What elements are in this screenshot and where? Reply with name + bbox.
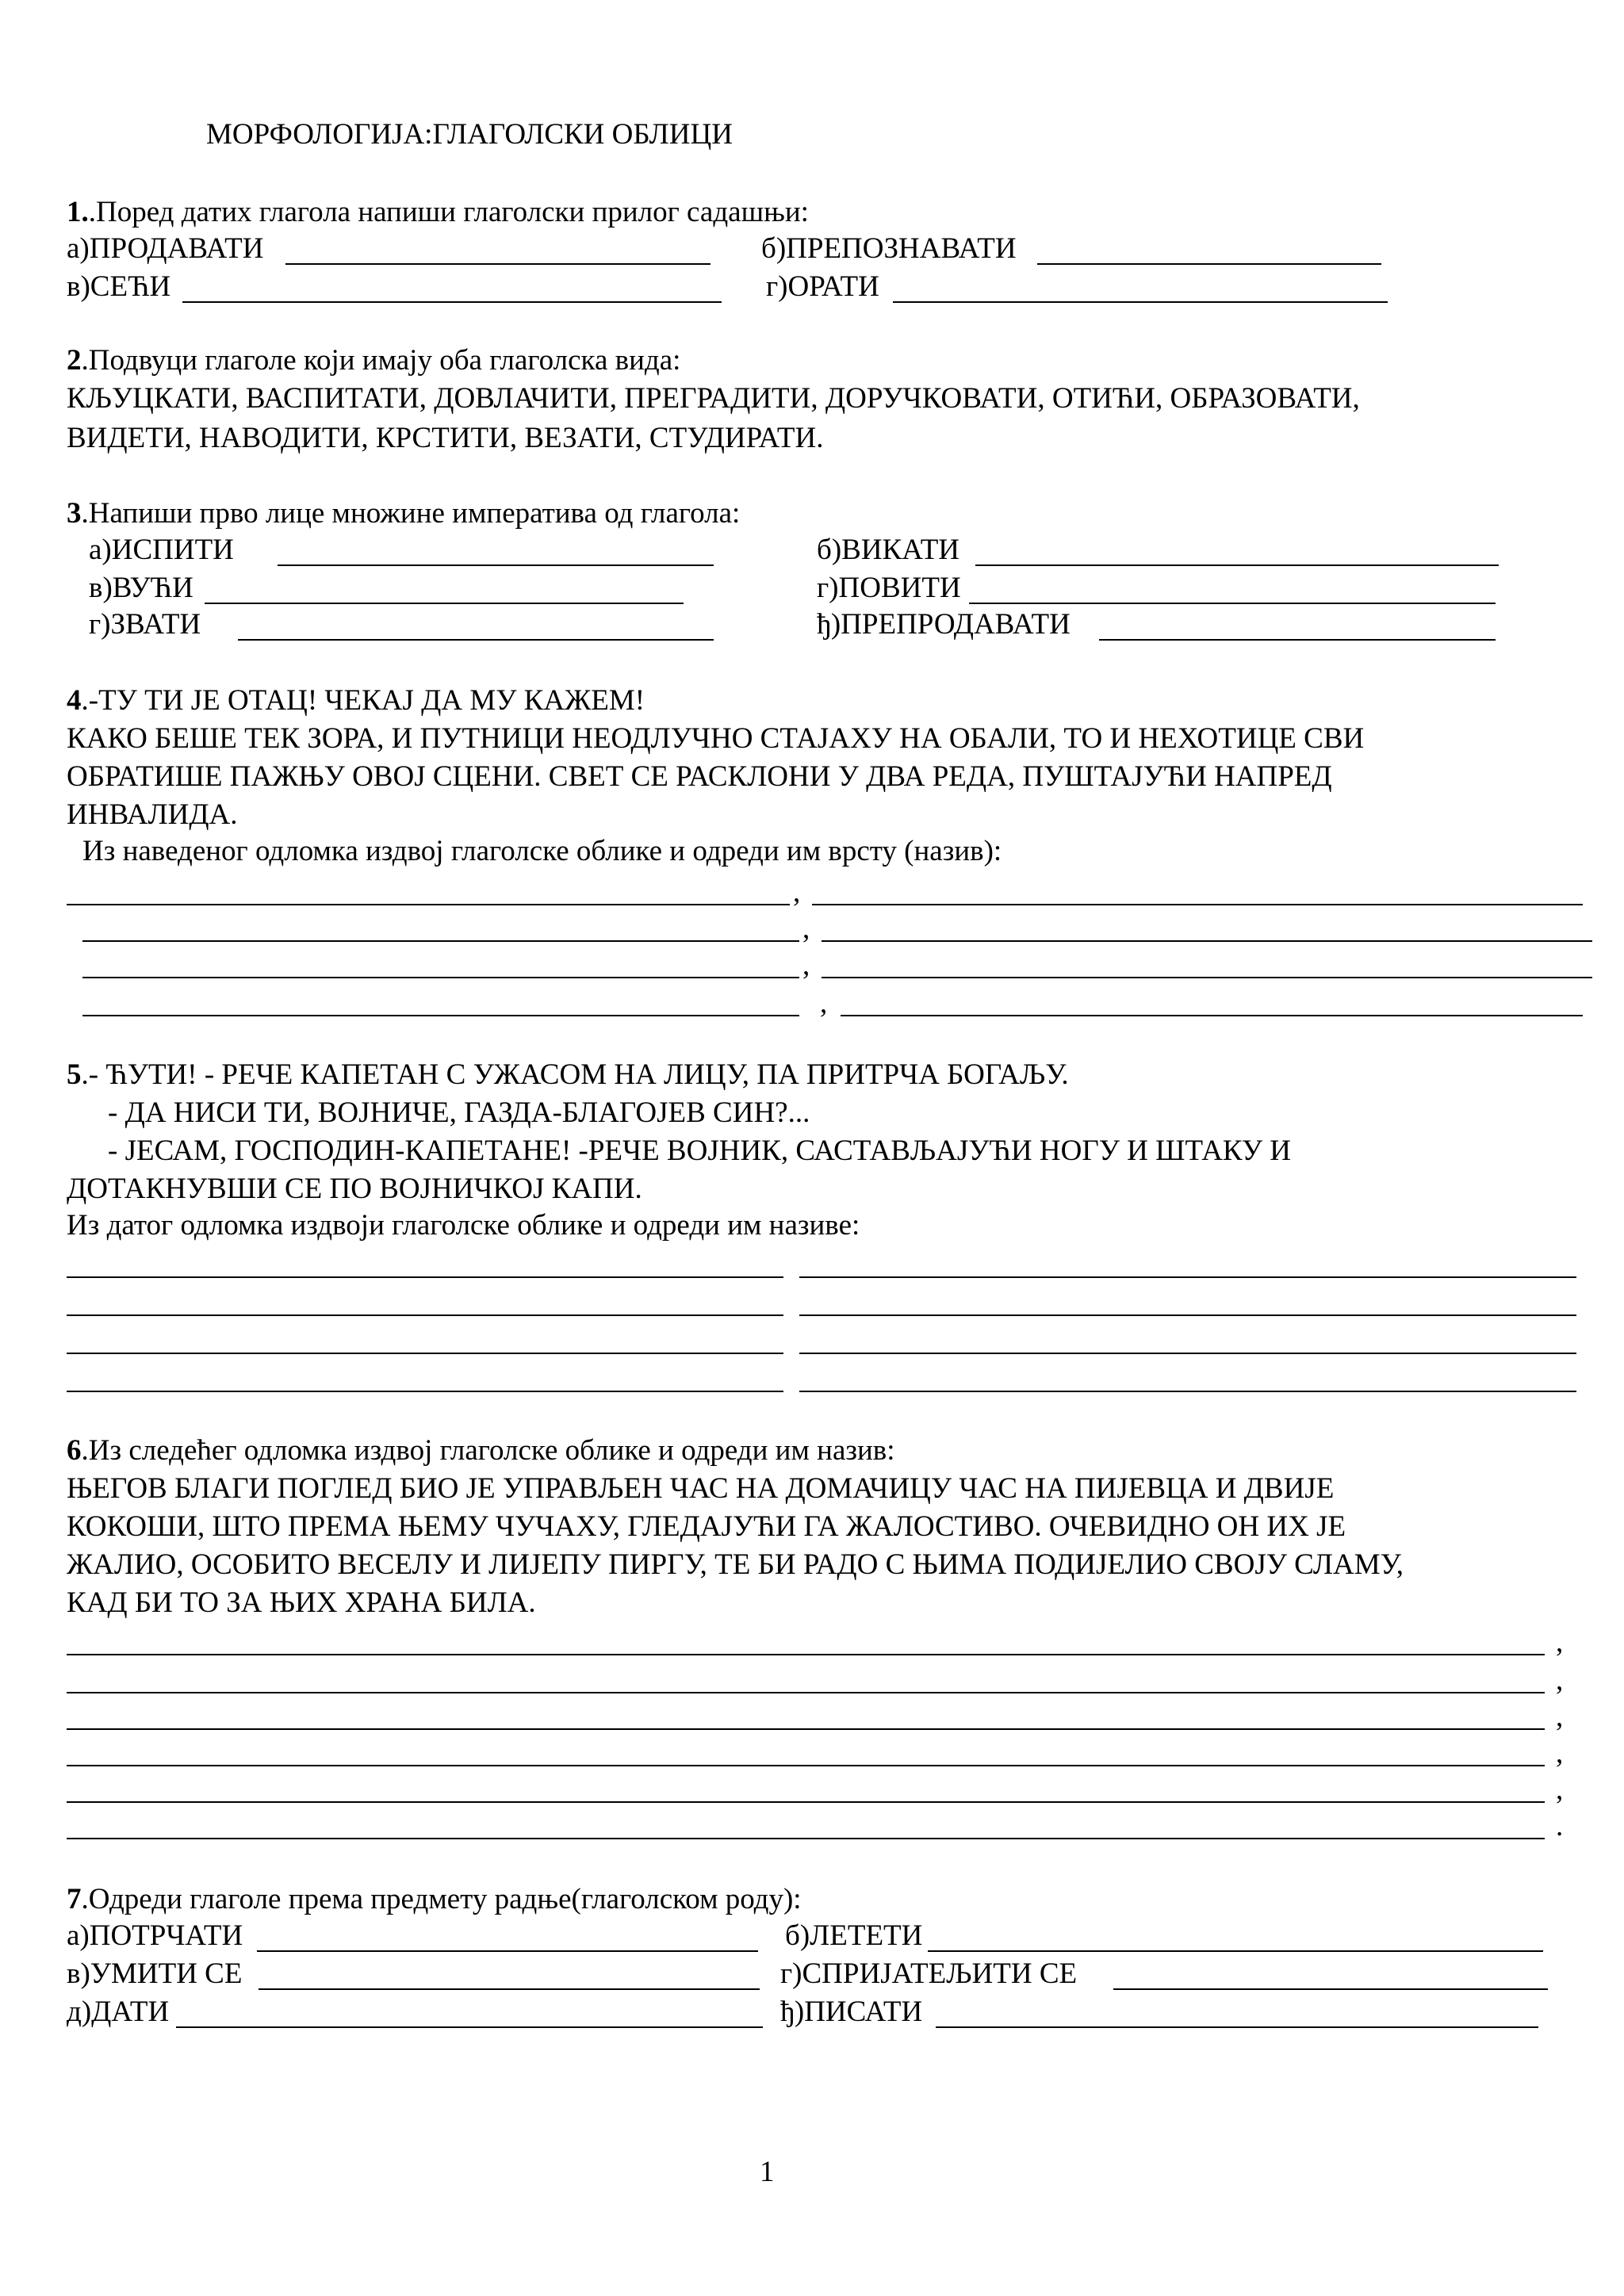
q4-instruction: Из наведеног одломка издвој глаголске облике и одреди им врсту (назив): xyxy=(82,835,1002,867)
q6-passage-line-4: КАД БИ ТО ЗА ЊИХ ХРАНА БИЛА. xyxy=(67,1586,536,1619)
q3-answer-line-c[interactable] xyxy=(205,603,684,604)
q1-answer-line-d[interactable] xyxy=(893,301,1388,303)
q7-answer-line-e[interactable] xyxy=(176,2026,763,2028)
q5-passage-line-1 xyxy=(67,1058,1069,1093)
q2-heading xyxy=(67,343,680,378)
q6-answer-line-5[interactable] xyxy=(67,1801,1545,1803)
q5-passage-line-4: ДОТАКНУВШИ СЕ ПО ВОЈНИЧКОЈ КАПИ. xyxy=(67,1173,642,1205)
q7-answer-line-c[interactable] xyxy=(259,1988,760,1990)
q1-heading xyxy=(67,195,809,230)
q4-answer-line-1b[interactable] xyxy=(812,904,1583,905)
q6-answer-line-6[interactable] xyxy=(67,1838,1545,1839)
q3-item-a: а)ИСПИТИ xyxy=(89,534,234,566)
q4-answer-line-3b[interactable] xyxy=(822,977,1592,978)
q6-passage-line-2: КОКОШИ, ШТО ПРЕМА ЊЕМУ ЧУЧАХУ, ГЛЕДАЈУЋИ ГА ЖАЛОСТИВО. ОЧЕВИДНО ОН ИХ ЈЕ xyxy=(67,1510,1346,1543)
q3-answer-line-a[interactable] xyxy=(278,564,714,566)
q4-answer-line-2b[interactable] xyxy=(822,940,1592,942)
q5-answer-line-2a[interactable] xyxy=(67,1314,783,1316)
q1-instruction: .Поред датих глагола напиши глаголски прилог садашњи: xyxy=(88,196,809,228)
q3-answer-line-d[interactable] xyxy=(969,603,1496,604)
q5-answer-line-4a[interactable] xyxy=(67,1391,783,1392)
q1-answer-line-b[interactable] xyxy=(1037,263,1381,265)
q3-answer-line-b[interactable] xyxy=(975,564,1499,566)
q5-passage-line-3: - ЈЕСАМ, ГОСПОДИН-КАПЕТАНЕ! -РЕЧЕ ВОЈНИК, САСТАВЉАЈУЋИ НОГУ И ШТАКУ И xyxy=(108,1135,1292,1167)
q6-number: 6 xyxy=(67,1434,82,1467)
q4-answer-line-2a[interactable] xyxy=(82,940,799,942)
q6-line-end-3: , xyxy=(1556,1701,1564,1733)
q5-instruction: Из датог одломка издвоји глаголске облике и одреди им називе: xyxy=(67,1209,860,1242)
q6-answer-line-2[interactable] xyxy=(67,1692,1545,1693)
q1-item-c: в)СЕЋИ xyxy=(67,270,171,303)
q5-answer-line-1a[interactable] xyxy=(67,1276,783,1278)
q7-heading xyxy=(67,1882,802,1917)
q4-answer-line-1a[interactable] xyxy=(67,904,790,905)
q4-sep-4: , xyxy=(820,987,828,1020)
q5-answer-line-4b[interactable] xyxy=(799,1391,1576,1392)
q6-passage-line-3: ЖАЛИО, ОСОБИТО ВЕСЕЛУ И ЛИЈЕПУ ПИРГУ, ТЕ БИ РАДО С ЊИМА ПОДИЈЕЛИО СВОЈУ СЛАМУ, xyxy=(67,1548,1404,1581)
q4-number: 4 xyxy=(67,684,82,717)
q5-passage-line-2: - ДА НИСИ ТИ, ВОЈНИЧЕ, ГАЗДА-БЛАГОЈЕВ СИН?... xyxy=(108,1096,810,1129)
q4-passage-line-4: ИНВАЛИДА. xyxy=(67,798,238,831)
q3-item-c: в)ВУЋИ xyxy=(89,572,193,604)
q6-heading xyxy=(67,1433,895,1468)
q4-answer-line-4b[interactable] xyxy=(841,1015,1583,1016)
q6-line-end-4: , xyxy=(1556,1737,1564,1770)
q3-heading xyxy=(67,496,740,531)
q2-verbs-line-2: ВИДЕТИ, НАВОДИТИ, КРСТИТИ, ВЕЗАТИ, СТУДИРАТИ. xyxy=(67,422,824,454)
q7-item-e: д)ДАТИ xyxy=(67,1996,170,2028)
q7-answer-line-d[interactable] xyxy=(1113,1988,1548,1990)
q1-item-b: б)ПРЕПОЗНАВАТИ xyxy=(761,232,1017,265)
q3-item-b: б)ВИКАТИ xyxy=(817,534,960,566)
q5-number: 5 xyxy=(67,1058,82,1091)
q3-item-f: ђ)ПРЕПРОДАВАТИ xyxy=(817,608,1071,641)
q6-line-end-2: , xyxy=(1556,1664,1564,1697)
q3-number: 3 xyxy=(67,497,82,530)
q6-passage-line-1: ЊЕГОВ БЛАГИ ПОГЛЕД БИО ЈЕ УПРАВЉЕН ЧАС НА ДОМАЧИЦУ ЧАС НА ПИЈЕВЦА И ДВИЈЕ xyxy=(67,1472,1335,1505)
q7-instruction: .Одреди глаголе према предмету радње(глаголском роду): xyxy=(81,1883,802,1915)
q4-sep-1: , xyxy=(793,876,801,909)
q4-passage-line-2: КАКО БЕШЕ ТЕК ЗОРА, И ПУТНИЦИ НЕОДЛУЧНО СТАЈАХУ НА ОБАЛИ, ТО И НЕХОТИЦЕ СВИ xyxy=(67,722,1365,755)
q6-instruction: .Из следећег одломка издвој глаголске облике и одреди им назив: xyxy=(81,1434,895,1467)
q4-answer-line-4a[interactable] xyxy=(82,1015,799,1016)
q5-answer-line-3b[interactable] xyxy=(799,1353,1576,1354)
q5-answer-line-1b[interactable] xyxy=(799,1276,1576,1278)
q6-line-end-5: , xyxy=(1556,1774,1564,1806)
q2-instruction: .Подвуци глаголе који имају оба глаголска вида: xyxy=(81,344,681,377)
q6-line-end-6: . xyxy=(1556,1810,1564,1843)
q4-passage-line-1 xyxy=(67,683,645,718)
q1-item-a: а)ПРОДАВАТИ xyxy=(67,232,264,265)
q6-answer-line-1[interactable] xyxy=(67,1654,1545,1655)
q6-answer-line-4[interactable] xyxy=(67,1765,1545,1766)
q2-verbs-line-1: КЉУЦКАТИ, ВАСПИТАТИ, ДОВЛАЧИТИ, ПРЕГРАДИТИ, ДОРУЧКОВАТИ, ОТИЋИ, ОБРАЗОВАТИ, xyxy=(67,382,1360,415)
q1-item-d: г)ОРАТИ xyxy=(766,270,879,303)
q4-line-1: .-ТУ ТИ ЈЕ ОТАЦ! ЧЕКАЈ ДА МУ КАЖЕМ! xyxy=(81,684,645,717)
q2-number: 2 xyxy=(67,344,82,377)
q4-answer-line-3a[interactable] xyxy=(82,977,799,978)
q7-item-c: в)УМИТИ СЕ xyxy=(67,1957,243,1990)
q3-item-e: г)ЗВАТИ xyxy=(89,608,201,641)
q7-number: 7 xyxy=(67,1883,82,1915)
q5-line-1: .- ЋУТИ! - РЕЧЕ КАПЕТАН С УЖАСОМ НА ЛИЦУ, ПА ПРИТРЧА БОГАЉУ. xyxy=(81,1058,1069,1091)
q6-line-end-1: , xyxy=(1556,1626,1564,1659)
q3-instruction: .Напиши прво лице множине императива од глагола: xyxy=(81,497,741,530)
q1-answer-line-a[interactable] xyxy=(285,263,710,265)
q7-item-f: ђ)ПИСАТИ xyxy=(780,1996,923,2028)
q7-answer-line-a[interactable] xyxy=(257,1950,758,1952)
page-title: МОРФОЛОГИЈА:ГЛАГОЛСКИ ОБЛИЦИ xyxy=(206,118,733,151)
q5-answer-line-2b[interactable] xyxy=(799,1314,1576,1316)
q6-answer-line-3[interactable] xyxy=(67,1728,1545,1730)
q7-item-a: а)ПОТРЧАТИ xyxy=(67,1919,243,1952)
q7-answer-line-b[interactable] xyxy=(928,1950,1543,1952)
q3-item-d: г)ПОВИТИ xyxy=(817,572,961,604)
q3-answer-line-e[interactable] xyxy=(238,639,714,641)
q4-passage-line-3: ОБРАТИШЕ ПАЖЊУ ОВОЈ СЦЕНИ. СВЕТ СЕ РАСКЛОНИ У ДВА РЕДА, ПУШТАЈУЋИ НАПРЕД xyxy=(67,760,1332,793)
q5-answer-line-3a[interactable] xyxy=(67,1353,783,1354)
q7-item-b: б)ЛЕТЕТИ xyxy=(785,1919,923,1952)
q4-sep-3: , xyxy=(802,949,810,982)
q3-answer-line-f[interactable] xyxy=(1099,639,1496,641)
q7-answer-line-f[interactable] xyxy=(936,2026,1538,2028)
q1-answer-line-c[interactable] xyxy=(182,301,722,303)
q7-item-d: г)СПРИЈАТЕЉИТИ СЕ xyxy=(780,1957,1078,1990)
page-number: 1 xyxy=(760,2156,775,2188)
q1-number: 1. xyxy=(67,196,89,228)
q4-sep-2: , xyxy=(802,913,810,945)
